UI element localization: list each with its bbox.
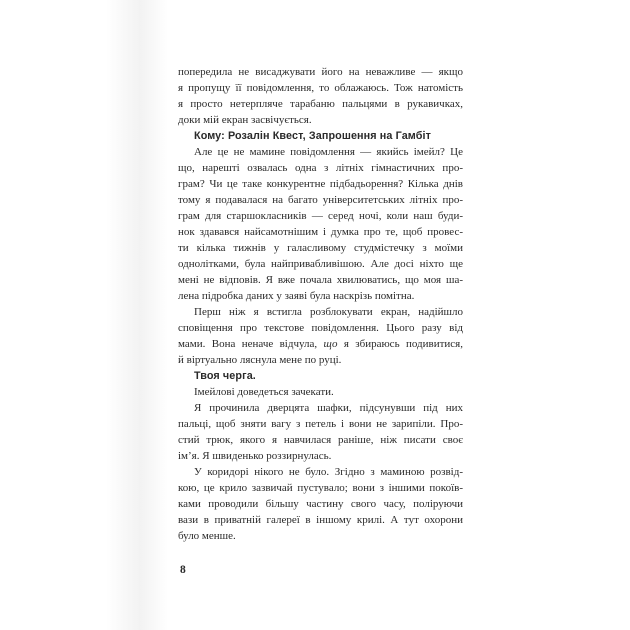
text-line: я просто нетерпляче тарабаню пальцями в рукавичках, [178, 98, 463, 110]
text-line: попередила не висаджувати його на неважливе — якщо [178, 66, 463, 78]
text-line: й віртуально ляснула мене по руці. [178, 354, 342, 366]
text-line: Перш ніж я встигла розблокувати екран, надійшло [194, 306, 463, 318]
body-paragraph [178, 400, 463, 464]
text-line: сповіщення про текстове повідомлення. Цього разу від [178, 322, 463, 334]
text-line: ім’я. Я швиденько роззирнулась. [178, 450, 332, 462]
message-heading-paragraph [178, 368, 463, 384]
text-line: Кому: Розалін Квест, Запрошення на Гамбіт [194, 130, 432, 142]
text-line: я пропущу її повідомлення, то облажаюсь. Тож натомість [178, 82, 463, 94]
text-line: Імейлові доведеться зачекати. [194, 386, 334, 398]
italic-word: що [323, 338, 338, 350]
text-line: У коридорі нікого не було. Згідно з маминою розвід- [194, 466, 463, 478]
text-line: нок здавався найсамотнішим і думка про те, щоб провес- [178, 226, 463, 238]
text-line: мами. Вона неначе відчула, що я збираюсь подивитися, [178, 338, 463, 350]
text-line: Але це не мамине повідомлення — якийсь імейл? Це [194, 146, 463, 158]
text-line: ти кілька тижнів у галасливому студмістечку з моїми [178, 242, 463, 254]
text-line: доки мій екран засвічується. [178, 114, 312, 126]
text-line: грам для старшокласників — серед ночі, коли наш буди- [178, 210, 463, 222]
body-paragraph [178, 304, 463, 368]
text-line: ками проводили більшу частину свого часу, поліруючи [178, 498, 463, 510]
text-line: пальці, щоб зняти вагу з петель і вони не зарипіли. Про- [178, 418, 463, 430]
message-heading-paragraph [178, 128, 463, 144]
text-line: вази в приватній галереї в іншому крилі. А тут охорони [178, 514, 463, 526]
body-paragraph [178, 64, 463, 128]
text-line: було менше. [178, 530, 236, 542]
text-line: що, нарешті озвалась одна з літніх гімнастичних про- [178, 162, 463, 174]
text-line: Твоя черга. [194, 370, 256, 382]
body-paragraph [178, 144, 463, 304]
text-line: грам? Чи це таке конкурентне підбадьорення? Кілька днів [178, 178, 463, 190]
body-paragraph [178, 464, 463, 544]
text-line: мені не відповів. Я вже почала хвилюватись, що моя ша- [178, 274, 463, 286]
text-line: лена підробка даних у заяві була наскрізь помітна. [178, 290, 415, 302]
book-page-text-block [178, 64, 463, 544]
body-paragraph [178, 384, 463, 400]
page-gutter-shadow [106, 0, 168, 630]
page-number: 8 [180, 564, 186, 576]
text-line: Я прочинила дверцята шафки, підсунувши під них [194, 402, 463, 414]
text-line: кою, це крило зазвичай пустувало; вони з іншими покоїв- [178, 482, 463, 494]
text-line: однолітками, була найпривабливішою. Але досі ніхто ще [178, 258, 463, 270]
text-line: стий трюк, якого я навчилася раніше, ніж писати своє [178, 434, 463, 446]
text-line: тому я подавалася на багато університетських літніх про- [178, 194, 463, 206]
